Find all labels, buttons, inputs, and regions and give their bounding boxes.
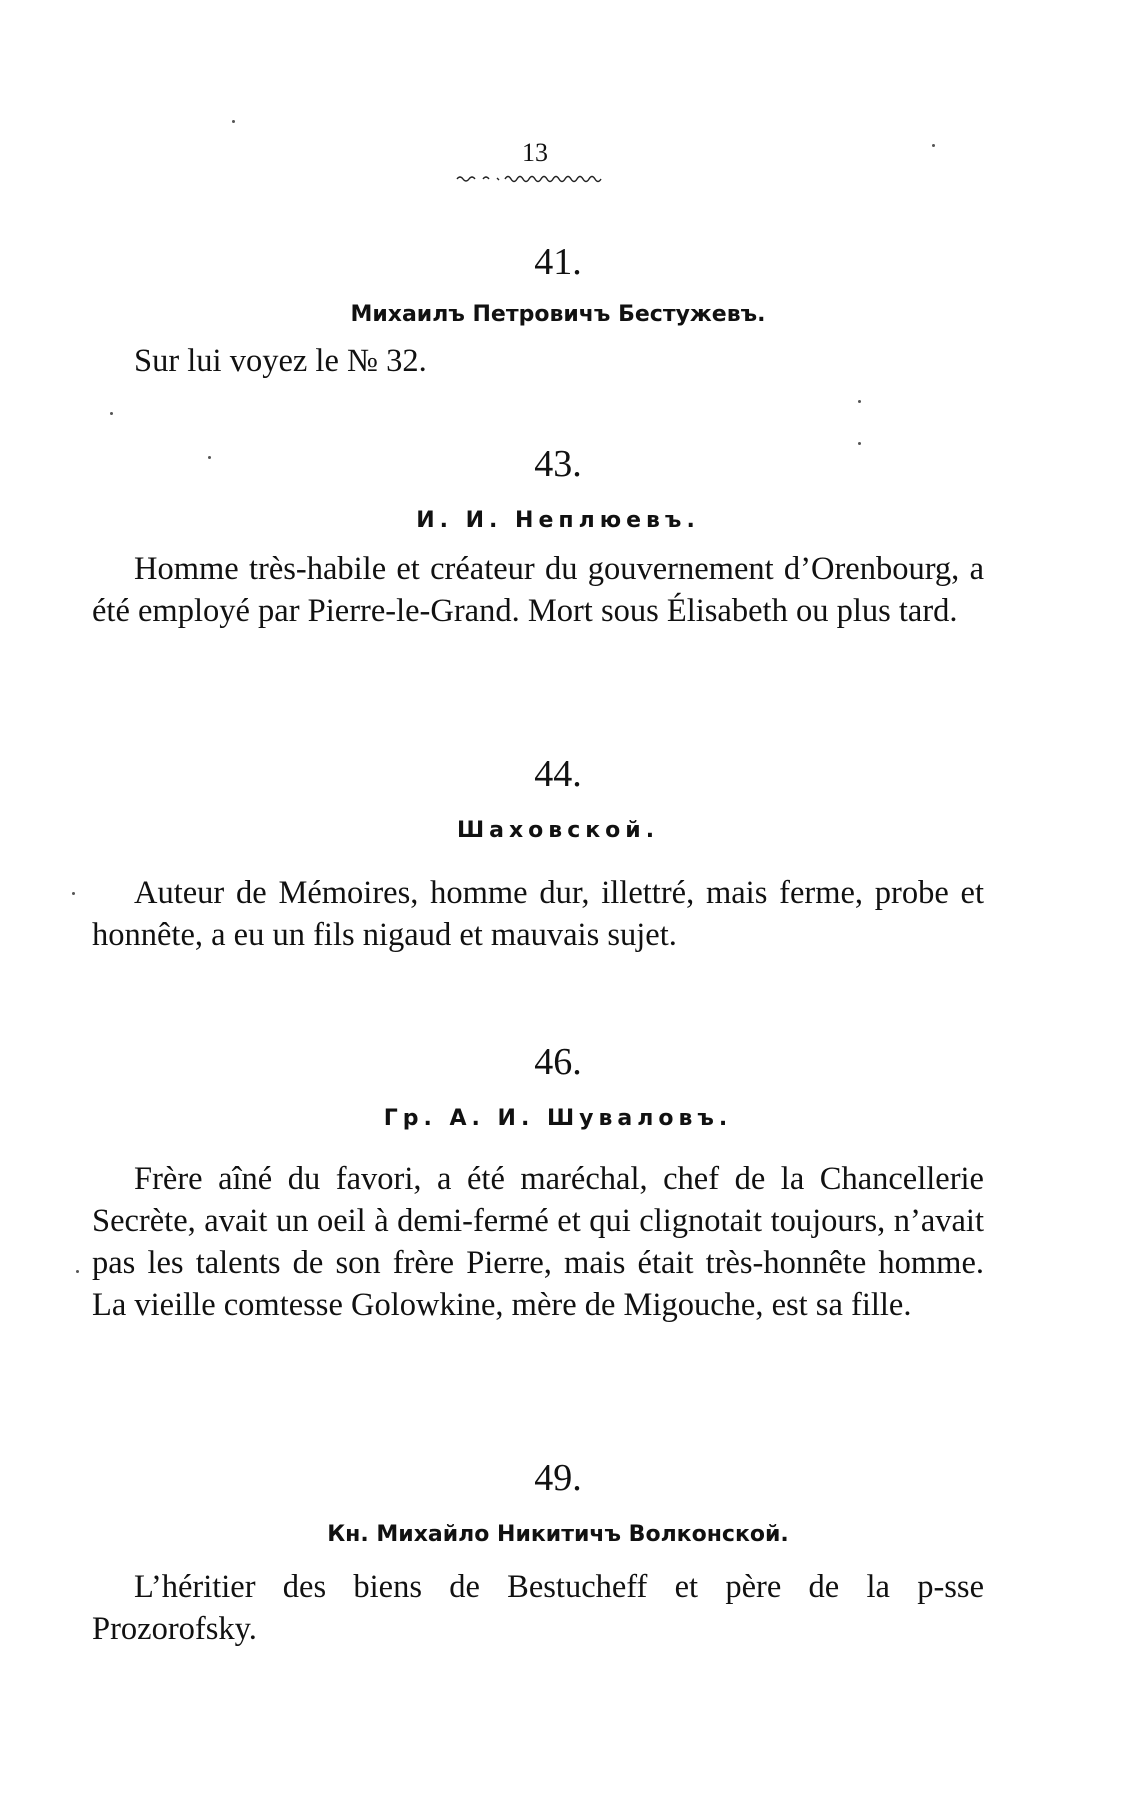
entry-46 xyxy=(92,1040,984,1326)
entry-name: Шаховской. xyxy=(456,818,660,843)
scan-speck xyxy=(932,144,935,147)
entry-49 xyxy=(92,1456,984,1650)
scan-speck xyxy=(858,442,861,445)
scan-speck xyxy=(110,412,113,415)
entry-name: И. И. Неплюевъ. xyxy=(416,508,700,533)
entry-number: 49. xyxy=(534,1457,582,1499)
entry-41 xyxy=(92,240,984,382)
scan-speck xyxy=(232,120,235,123)
entry-number: 46. xyxy=(534,1041,582,1083)
scan-speck xyxy=(72,892,75,895)
entry-44 xyxy=(92,752,984,956)
entry-43 xyxy=(92,442,984,632)
entry-text: L’héritier des biens de Bestucheff et père de la p-sse Prozorofsky. xyxy=(92,1569,984,1647)
entry-name: Гр. А. И. Шуваловъ. xyxy=(383,1106,733,1131)
entry-number: 41. xyxy=(534,241,582,283)
scan-speck xyxy=(858,400,861,403)
entry-text: Frère aîné du favori, a été maréchal, chef de la Chancellerie Secrète, avait un oeil à demi-fermé et qui clignotait toujours, n’avait pas les talents de son frère Pierre, mais était très-honnête homme. La vieille comtesse Golowkine, mère de Migouche, est sa fille. xyxy=(92,1161,984,1323)
page-number: 13 xyxy=(522,138,548,167)
entry-name: Михаилъ Петровичъ Бестужевъ. xyxy=(350,302,766,327)
wavy-rule-ornament-icon xyxy=(455,172,610,186)
entry-name: Кн. Михайло Никитичъ Волконской. xyxy=(327,1522,789,1547)
entry-number: 43. xyxy=(534,443,582,485)
scan-speck xyxy=(76,1270,79,1273)
entry-text: Homme très-habile et créateur du gouvernement d’Orenbourg, a été employé par Pierre-le-Grand. Mort sous Élisabeth ou plus tard. xyxy=(92,551,984,629)
entry-number: 44. xyxy=(534,753,582,795)
entry-text: Sur lui voyez le № 32. xyxy=(134,343,427,379)
scan-speck xyxy=(208,456,211,459)
entry-text: Auteur de Mémoires, homme dur, illettré, mais ferme, probe et honnête, a eu un fils nigaud et mauvais sujet. xyxy=(92,875,984,953)
